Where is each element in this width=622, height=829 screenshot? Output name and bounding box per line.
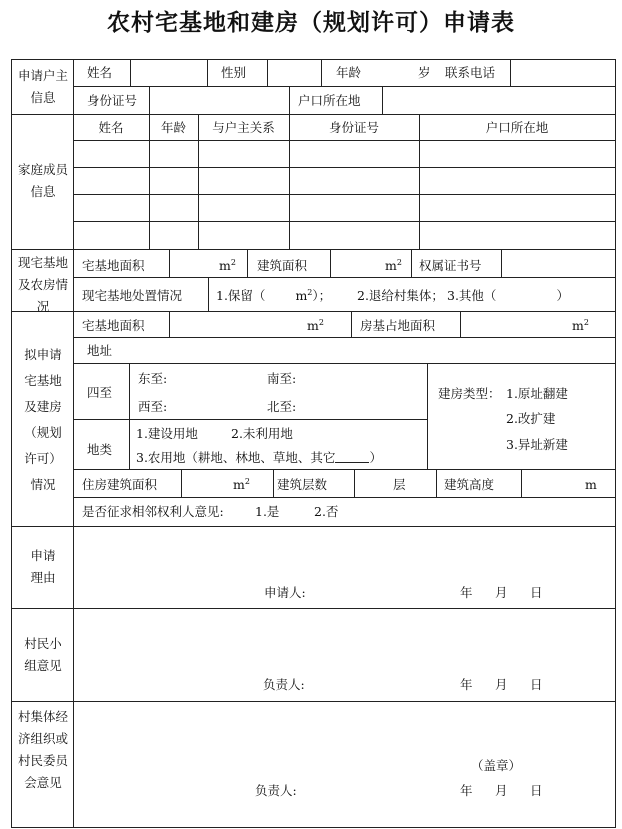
section-committee-opinion: 村集体经济组织或村民委员会意见 <box>17 709 68 790</box>
label-month: 月 <box>495 585 508 600</box>
label-house-area: 住房建筑面积 <box>82 477 158 492</box>
unit-floor: 层 <box>393 477 406 492</box>
label-boundaries: 四至 <box>87 385 113 400</box>
label-height: 建筑高度 <box>444 477 495 492</box>
label-address: 地址 <box>87 343 113 358</box>
label-gender: 性别 <box>221 65 247 80</box>
label-floors: 建筑层数 <box>277 477 328 492</box>
label-footprint-area: 房基占地面积 <box>360 318 436 333</box>
label-group-leader-signature: 负责人: <box>263 677 305 692</box>
unit-square-meter: $m^2$ <box>307 317 324 333</box>
label-day: 日 <box>530 677 543 692</box>
option-expand: 2.改扩建 <box>506 411 556 426</box>
form-title: 农村宅基地和建房（规划许可）申请表 <box>107 10 515 36</box>
section-family-members: 家庭成员信息 <box>17 162 68 199</box>
label-day: 日 <box>530 585 543 600</box>
label-age: 年龄 <box>336 65 362 80</box>
option-return-collective: 2.退给村集体； <box>357 288 444 303</box>
label-proposed-land-area: 宅基地面积 <box>82 318 145 333</box>
label-east: 东至: <box>138 371 168 386</box>
label-cert-number: 权属证书号 <box>419 258 482 273</box>
option-construction-land: 1.建设用地 <box>136 426 198 441</box>
label-build-type: 建房类型： <box>438 386 501 401</box>
label-age-unit: 岁 <box>418 65 431 80</box>
section-reason: 申请理由 <box>30 548 56 585</box>
section-villager-group-opinion: 村民小组意见 <box>24 636 62 673</box>
label-hukou: 户口所在地 <box>298 93 361 108</box>
label-month: 月 <box>495 677 508 692</box>
label-neighbor-consent: 是否征求相邻权利人意见: <box>82 504 224 519</box>
label-name: 姓名 <box>87 65 113 80</box>
label-month: 月 <box>495 783 508 798</box>
option-rebuild-in-place: 1.原址翻建 <box>506 386 568 401</box>
col-header-hukou: 户口所在地 <box>485 120 549 135</box>
unit-square-meter: $m^2$ <box>233 476 250 492</box>
option-yes: 1.是 <box>255 504 280 519</box>
label-day: 日 <box>530 783 543 798</box>
label-disposal: 现宅基地处置情况 <box>82 288 183 303</box>
label-seal: （盖章） <box>471 758 522 773</box>
option-new-site: 3.异址新建 <box>506 437 568 452</box>
label-west: 西至: <box>138 399 168 414</box>
col-header-age: 年龄 <box>160 120 186 135</box>
option-keep: 1.保留（ $m^2$）； <box>216 287 332 303</box>
label-year: 年 <box>460 783 473 798</box>
col-header-id-number: 身份证号 <box>328 120 379 135</box>
section-current-homestead: 现宅基地及农房情况 <box>17 255 68 314</box>
unit-square-meter: $m^2$ <box>572 317 589 333</box>
option-other: 3.其他（ ） <box>447 288 569 303</box>
label-committee-leader-signature: 负责人: <box>255 783 297 798</box>
label-year: 年 <box>460 585 473 600</box>
label-id-number: 身份证号 <box>87 93 138 108</box>
col-header-relation: 与户主关系 <box>212 120 275 135</box>
section-proposed-homestead: 拟申请宅基地及建房（规划许可）情况 <box>24 347 62 492</box>
option-unused-land: 2.未利用地 <box>231 426 293 441</box>
option-no: 2.否 <box>314 504 339 519</box>
label-land-class: 地类 <box>87 442 113 457</box>
label-current-build-area: 建筑面积 <box>257 258 308 273</box>
label-current-land-area: 宅基地面积 <box>82 258 145 273</box>
unit-meter: m <box>585 477 597 492</box>
col-header-name: 姓名 <box>98 120 124 135</box>
label-north: 北至: <box>267 399 297 414</box>
option-farmland: 3.农用地（耕地、林地、草地、其它 ） <box>136 450 382 465</box>
label-year: 年 <box>460 677 473 692</box>
unit-square-meter: $m^2$ <box>385 257 402 273</box>
label-applicant-signature: 申请人: <box>264 585 306 600</box>
section-applicant-info: 申请户主信息 <box>17 68 68 105</box>
label-south: 南至: <box>267 371 297 386</box>
unit-square-meter: $m^2$ <box>219 257 236 273</box>
application-form-table <box>11 59 616 828</box>
label-phone: 联系电话 <box>445 65 496 80</box>
